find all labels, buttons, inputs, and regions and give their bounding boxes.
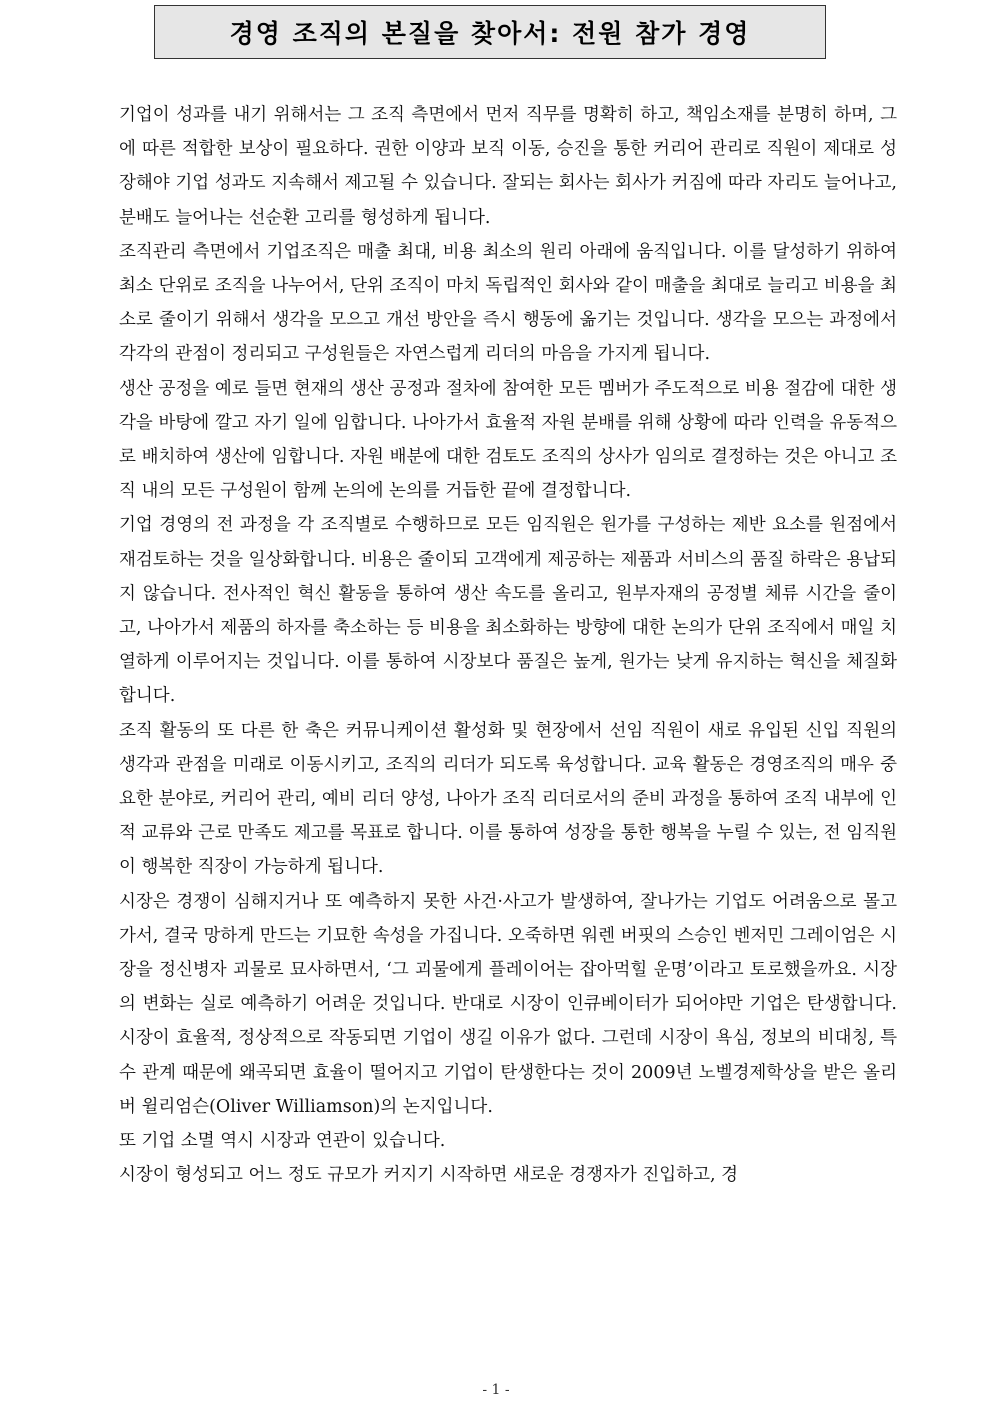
paragraph: 시장이 형성되고 어느 정도 규모가 커지기 시작하면 새로운 경쟁자가 진입하고, 경 [119, 1165, 739, 1186]
paragraph: 또 기업 소멸 역시 시장과 연관이 있습니다. [119, 1131, 446, 1152]
page-number: - 1 - [482, 1382, 510, 1398]
paragraph: 기업이 성과를 내기 위해서는 그 조직 측면에서 먼저 직무를 명확히 하고, 책임소재를 분명히 하며, 그에 따른 적합한 보상이 필요하다. 권한 이양과 보직 이동, 승진을 통한 커리어 관리로 직원이 제대로 성장해야 기업 성과도 지속해서 제고될 수 있습니다. 잘되는 회사는 회사가 커짐에 따라 자리도 늘어나고, 분배도 늘어나는 선순환 고리를 형성하게 됩니다. [119, 105, 897, 228]
paragraph: 조직 활동의 또 다른 한 축은 커뮤니케이션 활성화 및 현장에서 선임 직원이 새로 유입된 신입 직원의 생각과 관점을 미래로 이동시키고, 조직의 리더가 되도록 육성합니다. 교육 활동은 경영조직의 매우 중요한 분야로, 커리어 관리, 예비 리더 양성, 나아가 조직 리더로서의 준비 과정을 통하여 조직 내부에 인적 교류와 근로 만족도 제고를 목표로 합니다. 이를 통하여 성장을 통한 행복을 누릴 수 있는, 전 임직원이 행복한 직장이 가능하게 됩니다. [119, 720, 897, 878]
title-box [154, 5, 826, 59]
paragraph: 생산 공정을 예로 들면 현재의 생산 공정과 절차에 참여한 모든 멤버가 주도적으로 비용 절감에 대한 생각을 바탕에 깔고 자기 일에 임합니다. 나아가서 효율적 자원 분배를 위해 상황에 따라 인력을 유동적으로 배치하여 생산에 임합니다. 자원 배분에 대한 검토도 조직의 상사가 임의로 결정하는 것은 아니고 조직 내의 모든 구성원이 함께 논의에 논의를 거듭한 끝에 결정합니다. [119, 378, 897, 502]
body-text [119, 98, 897, 1193]
paragraph: 조직관리 측면에서 기업조직은 매출 최대, 비용 최소의 원리 아래에 움직입니다. 이를 달성하기 위하여 최소 단위로 조직을 나누어서, 단위 조직이 마치 독립적인 회사와 같이 매출을 최대로 늘리고 비용을 최소로 줄이기 위해서 생각을 모으고 개선 방안을 즉시 행동에 옮기는 것입니다. 생각을 모으는 과정에서 각각의 관점이 정리되고 구성원들은 자연스럽게 리더의 마음을 가지게 됩니다. [119, 241, 897, 365]
paragraph: 기업 경영의 전 과정을 각 조직별로 수행하므로 모든 임직원은 원가를 구성하는 제반 요소를 원점에서 재검토하는 것을 일상화합니다. 비용은 줄이되 고객에게 제공하는 제품과 서비스의 품질 하락은 용납되지 않습니다. 전사적인 혁신 활동을 통하여 생산 속도를 올리고, 원부자재의 공정별 체류 시간을 줄이고, 나아가서 제품의 하자를 축소하는 등 비용을 최소화하는 방향에 대한 논의가 단위 조직에서 매일 치열하게 이루어지는 것입니다. 이를 통하여 시장보다 품질은 높게, 원가는 낮게 유지하는 혁신을 체질화합니다. [119, 515, 897, 707]
page-title: 경영 조직의 본질을 찾아서: 전원 참가 경영 [229, 19, 751, 48]
paragraph: 시장은 경쟁이 심해지거나 또 예측하지 못한 사건·사고가 발생하여, 잘나가는 기업도 어려움으로 몰고 가서, 결국 망하게 만드는 기묘한 속성을 가집니다. 오죽하면 워렌 버핏의 스승인 벤저민 그레이엄은 시장을 정신병자 괴물로 묘사하면서, ‘그 괴물에게 플레이어는 잡아먹힐 운명’이라고 토로했을까요. 시장의 변화는 실로 예측하기 어려운 것입니다. 반대로 시장이 인큐베이터가 되어야만 기업은 탄생합니다. 시장이 효율적, 정상적으로 작동되면 기업이 생길 이유가 없다. 그런데 시장이 욕심, 정보의 비대칭, 특수 관계 때문에 왜곡되면 효율이 떨어지고 기업이 탄생한다는 것이 2009년 노벨경제학상을 받은 올리버 윌리엄슨(Oliver Williamson)의 논지입니다. [119, 891, 897, 1117]
